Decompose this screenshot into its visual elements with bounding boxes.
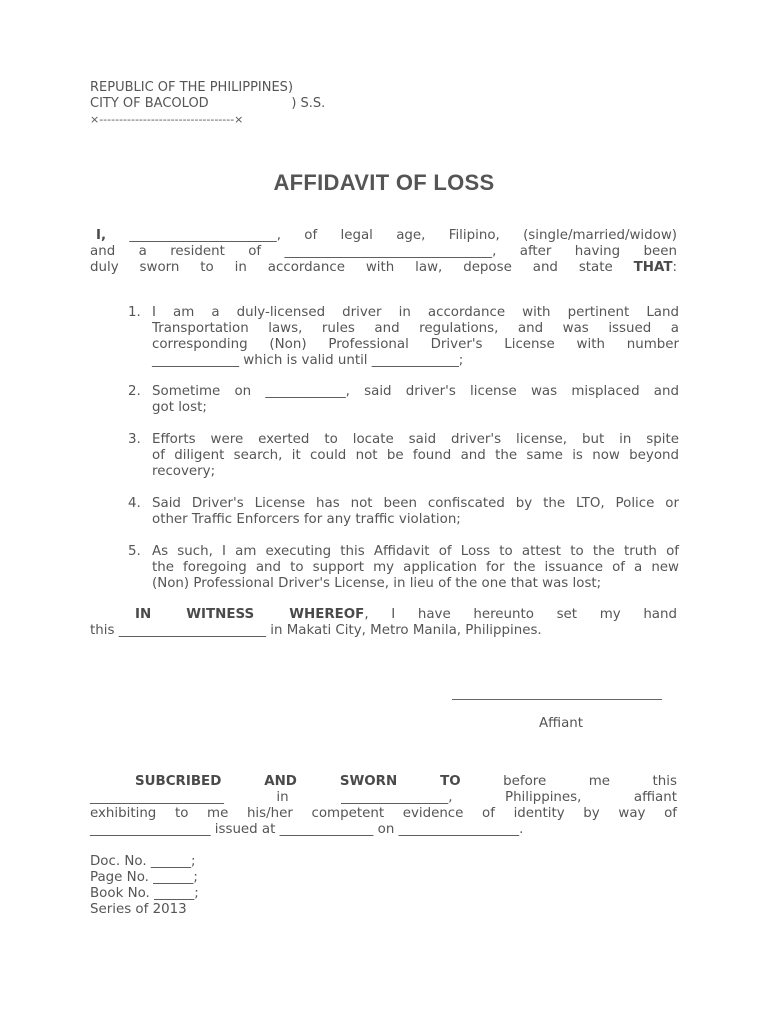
item-line: the foregoing and to support my application for the issuance of a new — [152, 560, 679, 575]
item-line: Sometime on ____________, said driver's license was misplaced and — [152, 384, 679, 399]
witness-line-1-text: , I have hereunto set my hand — [364, 607, 677, 622]
page-number: Page No. ______; — [90, 870, 198, 885]
item-number: 4. — [128, 496, 141, 511]
book-number: Book No. ______; — [90, 886, 199, 901]
item-line: Said Driver's License has not been confiscated by the LTO, Police or — [152, 496, 679, 511]
item-line: Transportation laws, rules and regulations, and was issued a — [152, 321, 679, 336]
jurat-line-4: __________________ issued at ______________ on __________________. — [90, 822, 524, 837]
intro-line-1-text: ______________________, of legal age, Filipino, (single/married/widow) — [106, 228, 677, 243]
item-line: recovery; — [152, 464, 216, 479]
item-line: of diligent search, it could not be found and the same is now beyond — [152, 448, 679, 463]
intro-line-3-text: duly sworn to in accordance with law, depose and state — [90, 260, 613, 275]
series-year: Series of 2013 — [90, 902, 187, 917]
item-line: got lost; — [152, 400, 207, 415]
item-number: 3. — [128, 432, 141, 447]
intro-paragraph — [90, 228, 677, 276]
item-line: Efforts were exerted to locate said driver's license, but in spite — [152, 432, 679, 447]
item-number: 2. — [128, 384, 141, 399]
doc-number: Doc. No. ______; — [90, 854, 196, 869]
item-number: 1. — [128, 305, 141, 320]
item-line: _____________ which is valid until _____________; — [152, 353, 464, 368]
witness-line-2: this ______________________ in Makati City, Metro Manila, Philippines. — [90, 623, 542, 638]
intro-line-1 — [90, 228, 677, 244]
jurat-line-1-text: before me this — [503, 774, 677, 789]
item-line: corresponding (Non) Professional Driver's License with number — [152, 337, 679, 352]
item-line: other Traffic Enforcers for any traffic violation; — [152, 512, 461, 527]
jurat-line-3: exhibiting to me his/her competent evidence of identity by way of — [90, 806, 677, 821]
affiant-label: Affiant — [539, 716, 584, 731]
item-number: 5. — [128, 544, 141, 559]
document-title: AFFIDAVIT OF LOSS — [273, 170, 495, 195]
intro-line-2: and a resident of _______________________________, after having been — [90, 244, 677, 259]
caption-republic: REPUBLIC OF THE PHILIPPINES) — [90, 80, 294, 95]
witness-paragraph — [90, 607, 677, 639]
caption-separator: ×----------------------------------× — [90, 113, 244, 126]
witness-line-1 — [90, 607, 677, 623]
intro-colon: : — [672, 260, 677, 275]
item-line: I am a duly-licensed driver in accordance with pertinent Land — [152, 305, 679, 320]
intro-pronoun: I, — [96, 228, 107, 243]
jurat-line-1 — [90, 774, 677, 790]
jurat-line-2: ____________________ in ________________, Philippines, affiant — [90, 790, 677, 805]
witness-heading: IN WITNESS WHEREOF — [135, 607, 365, 622]
jurat-heading: SUBCRIBED AND SWORN TO — [135, 774, 461, 789]
intro-that: THAT — [633, 260, 673, 275]
caption-city: CITY OF BACOLOD ) S.S. — [90, 96, 326, 111]
affiant-signature-line — [452, 699, 662, 700]
item-line: As such, I am executing this Affidavit of Loss to attest to the truth of — [152, 544, 679, 559]
jurat-paragraph — [90, 774, 677, 838]
item-line: (Non) Professional Driver's License, in lieu of the one that was lost; — [152, 576, 602, 591]
intro-line-3 — [90, 260, 677, 276]
